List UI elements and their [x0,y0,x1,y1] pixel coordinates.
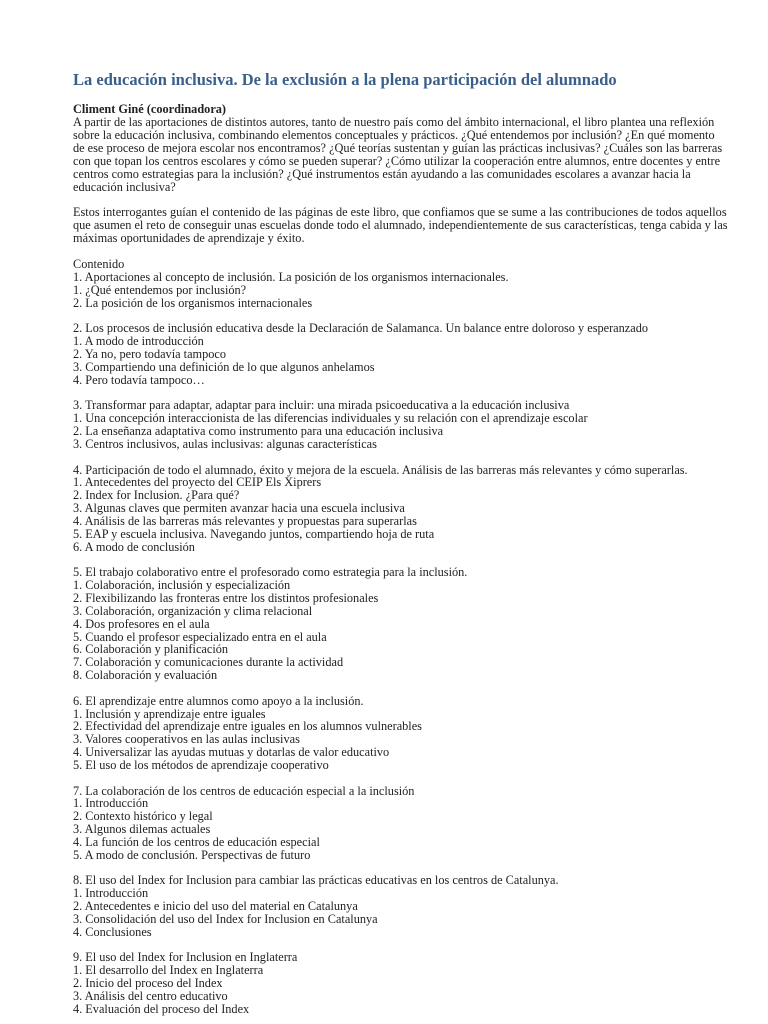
toc-item: 3. Análisis del centro educativo [73,988,228,1003]
toc-item: 5. A modo de conclusión. Perspectivas de futuro [73,847,311,862]
toc-section-heading: 9. El uso del Index for Inclusion en Inglaterra [73,950,298,965]
toc-item: 3. Algunas claves que permiten avanzar hacia una escuela inclusiva [73,501,405,516]
toc-item: 4. Evaluación del proceso del Index [73,1001,250,1016]
second-paragraph: Estos interrogantes guían el contenido de las páginas de este libro, que confiamos que se sume a las contribuciones de todos aquellos que asumen el reto de conseguir unas escuelas donde todo el alumnado, independientemente de sus características, tenga cabida y las máximas oportunidades de aprendizaje y éxito. [73,205,728,246]
toc-item: 5. El uso de los métodos de aprendizaje cooperativo [73,757,329,772]
toc-section-heading: 2. Los procesos de inclusión educativa desde la Declaración de Salamanca. Un balance entre doloroso y esperanzado [73,321,648,336]
toc-item: 4. Conclusiones [73,924,152,939]
toc-item: 1. Colaboración, inclusión y especialización [73,578,291,593]
toc-item: 1. Introducción [73,886,149,901]
author-line: Climent Giné (coordinadora) [73,102,227,116]
toc-section [73,874,728,938]
toc-item: 6. Colaboración y planificación [73,642,229,657]
toc-section-heading: 3. Transformar para adaptar, adaptar para incluir: una mirada psicoeducativa a la educación inclusiva [73,398,570,413]
toc-section-heading: 8. El uso del Index for Inclusion para cambiar las prácticas educativas en los centros de Catalunya. [73,873,559,888]
toc-item: 2. La posición de los organismos internacionales [73,295,313,310]
document-title: La educación inclusiva. De la exclusión a la plena participación del alumnado [73,70,617,89]
toc-item: 4. Análisis de las barreras más relevantes y propuestas para superarlas [73,513,417,528]
toc-item: 2. Efectividad del aprendizaje entre iguales en los alumnos vulnerables [73,719,422,734]
toc-item: 1. Inclusión y aprendizaje entre iguales [73,706,266,721]
toc-section [73,951,728,1015]
toc-item: 5. EAP y escuela inclusiva. Navegando juntos, compartiendo hoja de ruta [73,526,435,541]
toc-item: 2. Contexto histórico y legal [73,809,213,824]
toc-section [73,271,728,310]
toc-item: 3. Colaboración, organización y clima relacional [73,603,313,618]
toc-section-heading: 4. Participación de todo el alumnado, éxito y mejora de la escuela. Análisis de las barreras más relevantes y cómo superarlas. [73,462,688,477]
toc-item: 2. Flexibilizando las fronteras entre los distintos profesionales [73,590,379,605]
toc-item: 3. Compartiendo una definición de lo que algunos anhelamos [73,359,375,374]
toc-section [73,322,728,386]
toc-item: 1. A modo de introducción [73,334,204,349]
toc-item: 3. Consolidación del uso del Index for Inclusion en Catalunya [73,911,378,926]
toc-item: 1. Antecedentes del proyecto del CEIP Els Xiprers [73,475,322,490]
toc-item: 1. Introducción [73,796,149,811]
contents-heading: Contenido [73,257,125,272]
toc-section [73,785,728,862]
toc-item: 5. Cuando el profesor especializado entra en el aula [73,629,327,644]
toc-item: 1. Una concepción interaccionista de las diferencias individuales y su relación con el aprendizaje escolar [73,411,588,426]
toc-section [73,566,728,682]
toc-section-heading: 6. El aprendizaje entre alumnos como apoyo a la inclusión. [73,693,364,708]
toc-item: 8. Colaboración y evaluación [73,668,218,683]
toc-item: 6. A modo de conclusión [73,539,195,554]
toc-item: 2. Index for Inclusion. ¿Para qué? [73,488,240,503]
toc-item: 3. Centros inclusivos, aulas inclusivas: algunas características [73,436,377,451]
intro-paragraph: A partir de las aportaciones de distintos autores, tanto de nuestro país como del ámbito internacional, el libro plantea una reflexión sobre la educación inclusiva, combinando elementos conceptuales y prácticos. ¿Qué entendemos por inclusión? ¿En qué momento de ese proceso de mejora escolar nos encontramos? ¿Qué teorías sustentan y guían las prácticas inclusivas? ¿Cuáles son las barreras con que topan los centros escolares y cómo se pueden superar? ¿Cómo utilizar la cooperación entre alumnos, entre docentes y entre centros como estrategias para la inclusión? ¿Qué instrumentos están ayudando a las comunidades escolares a avanzar hacia la educación inclusiva? [73,115,723,194]
table-of-contents [73,271,728,1016]
toc-section-heading: 1. Aportaciones al concepto de inclusión. La posición de los organismos internacionales. [73,270,509,285]
toc-item: 2. Antecedentes e inicio del uso del material en Catalunya [73,899,358,914]
toc-section-heading: 7. La colaboración de los centros de educación especial a la inclusión [73,783,415,798]
toc-section [73,464,728,554]
toc-section-heading: 5. El trabajo colaborativo entre el profesorado como estrategia para la inclusión. [73,565,468,580]
toc-item: 3. Valores cooperativos en las aulas inclusivas [73,732,300,747]
toc-item: 3. Algunos dilemas actuales [73,822,211,837]
toc-item: 4. Dos profesores en el aula [73,616,210,631]
toc-item: 2. Inicio del proceso del Index [73,976,223,991]
toc-item: 7. Colaboración y comunicaciones durante la actividad [73,655,344,670]
toc-item: 1. ¿Qué entendemos por inclusión? [73,282,247,297]
toc-section [73,399,728,450]
toc-item: 2. La enseñanza adaptativa como instrumento para una educación inclusiva [73,424,444,439]
toc-item: 1. El desarrollo del Index en Inglaterra [73,963,264,978]
toc-item: 4. La función de los centros de educación especial [73,834,320,849]
toc-item: 4. Pero todavía tampoco… [73,372,205,387]
toc-item: 2. Ya no, pero todavía tampoco [73,347,227,362]
toc-item: 4. Universalizar las ayudas mutuas y dotarlas de valor educativo [73,745,390,760]
toc-section [73,695,728,772]
